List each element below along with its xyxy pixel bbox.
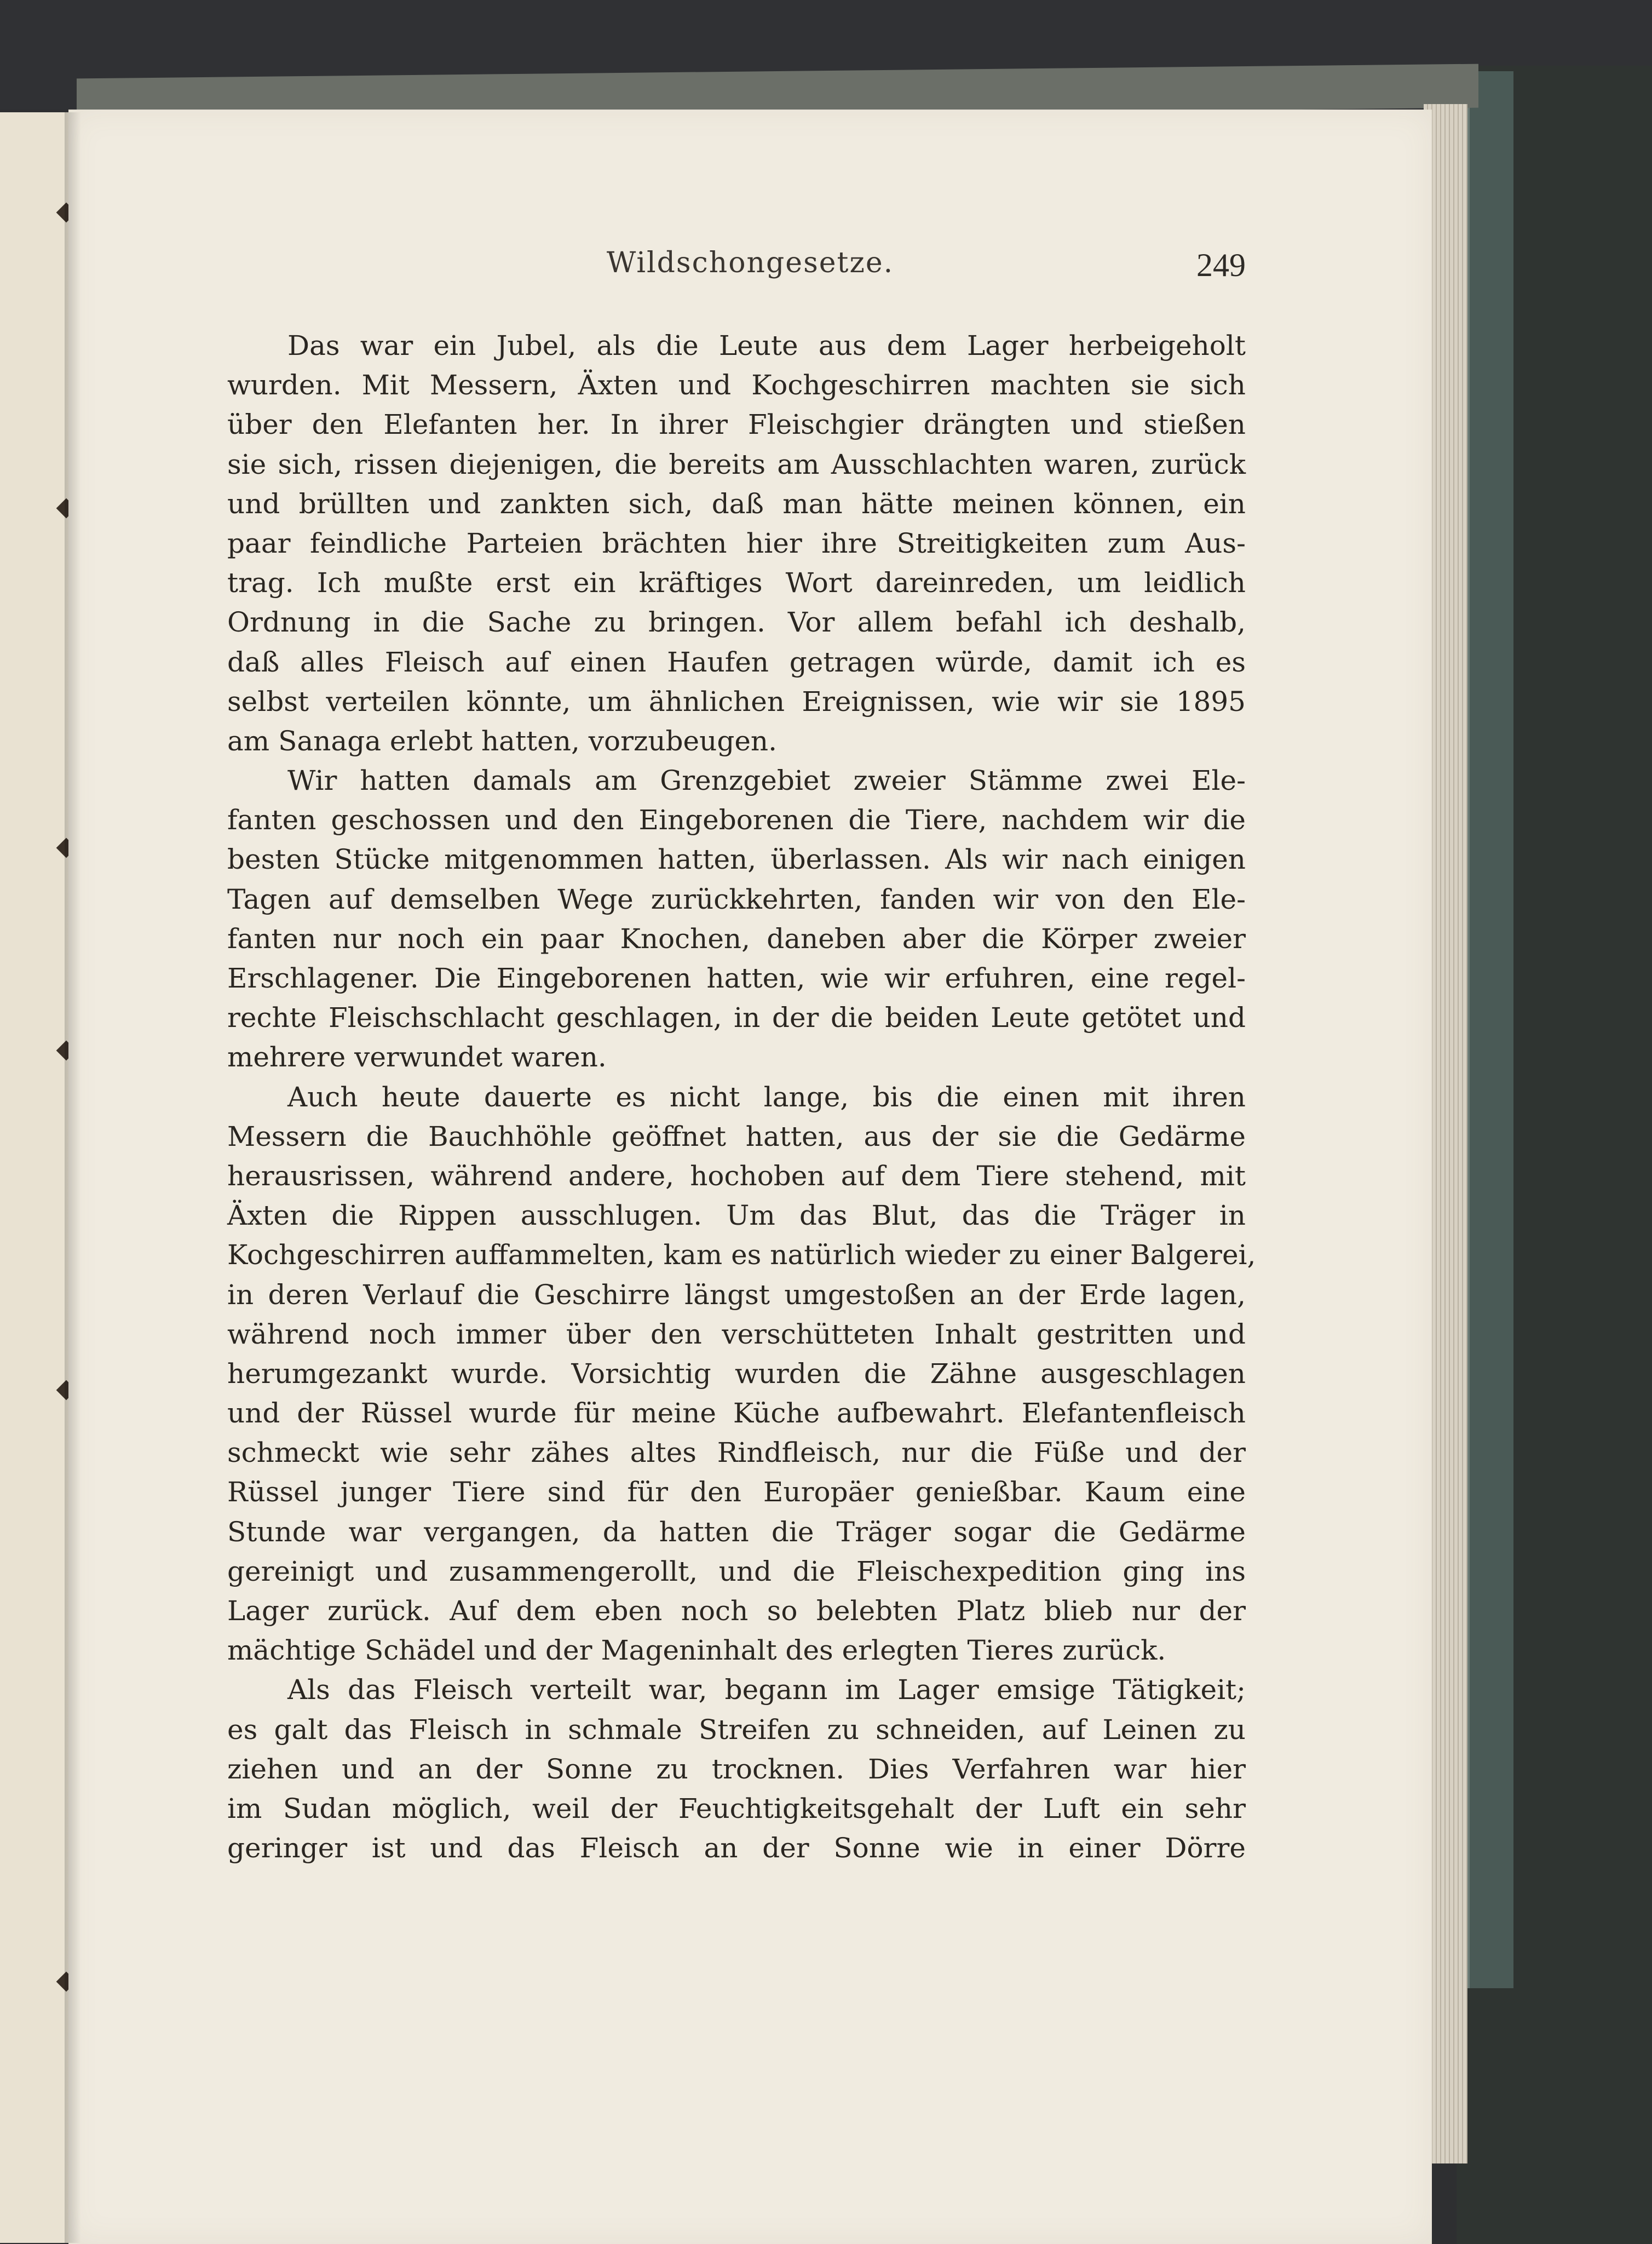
text-line: Ordnung in die Sache zu bringen. Vor allem befahl ich deshalb, (227, 606, 1246, 639)
text-line: trag. Ich mußte erst ein kräftiges Wort dareinreden, um leidlich (227, 567, 1246, 599)
text-line: Wir hatten damals am Grenzgebiet zweier Stämme zwei Ele- (287, 765, 1246, 797)
text-line: über den Elefanten her. In ihrer Fleischgier drängten und stießen (227, 409, 1246, 441)
text-line: wurden. Mit Messern, Äxten und Kochgeschirren machten sie sich (227, 369, 1246, 401)
text-line: Kochgeschirren auffammelten, kam es natürlich wieder zu einer Balgerei, (227, 1239, 1256, 1271)
text-line: Das war ein Jubel, als die Leute aus dem Lager herbeigeholt (287, 330, 1246, 361)
text-line: mächtige Schädel und der Mageninhalt des erlegten Tieres zurück. (227, 1634, 1166, 1667)
book-spine-cloth (1467, 71, 1513, 1988)
text-line: daß alles Fleisch auf einen Haufen getragen würde, damit ich es (227, 646, 1246, 678)
text-line: herumgezankt wurde. Vorsichtig wurden die Zähne ausgeschlagen (227, 1357, 1246, 1390)
text-line: Messern die Bauchhöhle geöffnet hatten, aus der sie die Gedärme (227, 1120, 1246, 1152)
text-line: am Sanaga erlebt hatten, vorzubeugen. (227, 725, 778, 757)
running-title: Wildschongesetze. (606, 246, 894, 279)
text-line: herausrissen, während andere, hochoben auf dem Tiere stehend, mit (227, 1160, 1246, 1192)
text-line: mehrere verwundet waren. (227, 1041, 607, 1074)
text-line: schmeckt wie sehr zähes altes Rindfleisch, nur die Füße und der (227, 1437, 1246, 1469)
text-line: sie sich, rissen diejenigen, die bereits am Ausschlachten waren, zurück (227, 448, 1246, 480)
text-line: Erschlagener. Die Eingeborenen hatten, wie wir erfuhren, eine regel- (227, 962, 1246, 994)
text-line: rechte Fleischschlacht geschlagen, in der die beiden Leute getötet und (227, 1002, 1246, 1034)
text-line: selbst verteilen könnte, um ähnlichen Ereignissen, wie wir sie 1895 (227, 685, 1246, 718)
text-line: Lager zurück. Auf dem eben noch so belebten Platz blieb nur der (227, 1595, 1246, 1627)
text-line: gereinigt und zusammengerollt, und die Fleischexpedition ging ins (227, 1555, 1246, 1587)
text-line: besten Stücke mitgenommen hatten, überlassen. Als wir nach einigen (227, 843, 1246, 876)
text-line: und brüllten und zankten sich, daß man hätte meinen können, ein (227, 487, 1246, 520)
text-line: paar feindliche Parteien brächten hier ihre Streitigkeiten zum Aus- (227, 527, 1246, 559)
page-number: 249 (1196, 247, 1246, 283)
text-line: und der Rüssel wurde für meine Küche aufbewahrt. Elefantenfleisch (227, 1397, 1246, 1430)
text-line: in deren Verlauf die Geschirre längst umgestoßen an der Erde lagen, (227, 1278, 1246, 1311)
text-line: Tagen auf demselben Wege zurückkehrten, fanden wir von den Ele- (227, 883, 1246, 915)
left-page-edge (0, 112, 70, 2243)
text-line: geringer ist und das Fleisch an der Sonne wie in einer Dörre (227, 1832, 1246, 1864)
text-line: fanten geschossen und den Eingeborenen die Tiere, nachdem wir die (227, 804, 1246, 836)
text-line: während noch immer über den verschütteten Inhalt gestritten und (227, 1318, 1246, 1350)
text-line: Auch heute dauerte es nicht lange, bis die einen mit ihren (287, 1081, 1246, 1113)
text-line: Stunde war vergangen, da hatten die Träger sogar die Gedärme (227, 1516, 1246, 1548)
book-page (68, 110, 1432, 2244)
body-text (227, 326, 1256, 1868)
text-line: im Sudan möglich, weil der Feuchtigkeitsgehalt der Luft ein sehr (227, 1792, 1246, 1824)
running-head (68, 246, 1432, 301)
text-line: es galt das Fleisch in schmale Streifen zu schneiden, auf Leinen zu (227, 1713, 1246, 1746)
gutter-shadow (65, 112, 81, 2243)
text-line: Äxten die Rippen ausschlugen. Um das Blut, das die Träger in (227, 1200, 1246, 1232)
text-line: Als das Fleisch verteilt war, begann im Lager emsige Tätigkeit; (287, 1674, 1246, 1706)
text-line: ziehen und an der Sonne zu trocknen. Dies Verfahren war hier (227, 1753, 1246, 1785)
text-line: fanten nur noch ein paar Knochen, daneben aber die Körper zweier (227, 922, 1246, 955)
text-line: Rüssel junger Tiere sind für den Europäer genießbar. Kaum eine (227, 1476, 1246, 1508)
